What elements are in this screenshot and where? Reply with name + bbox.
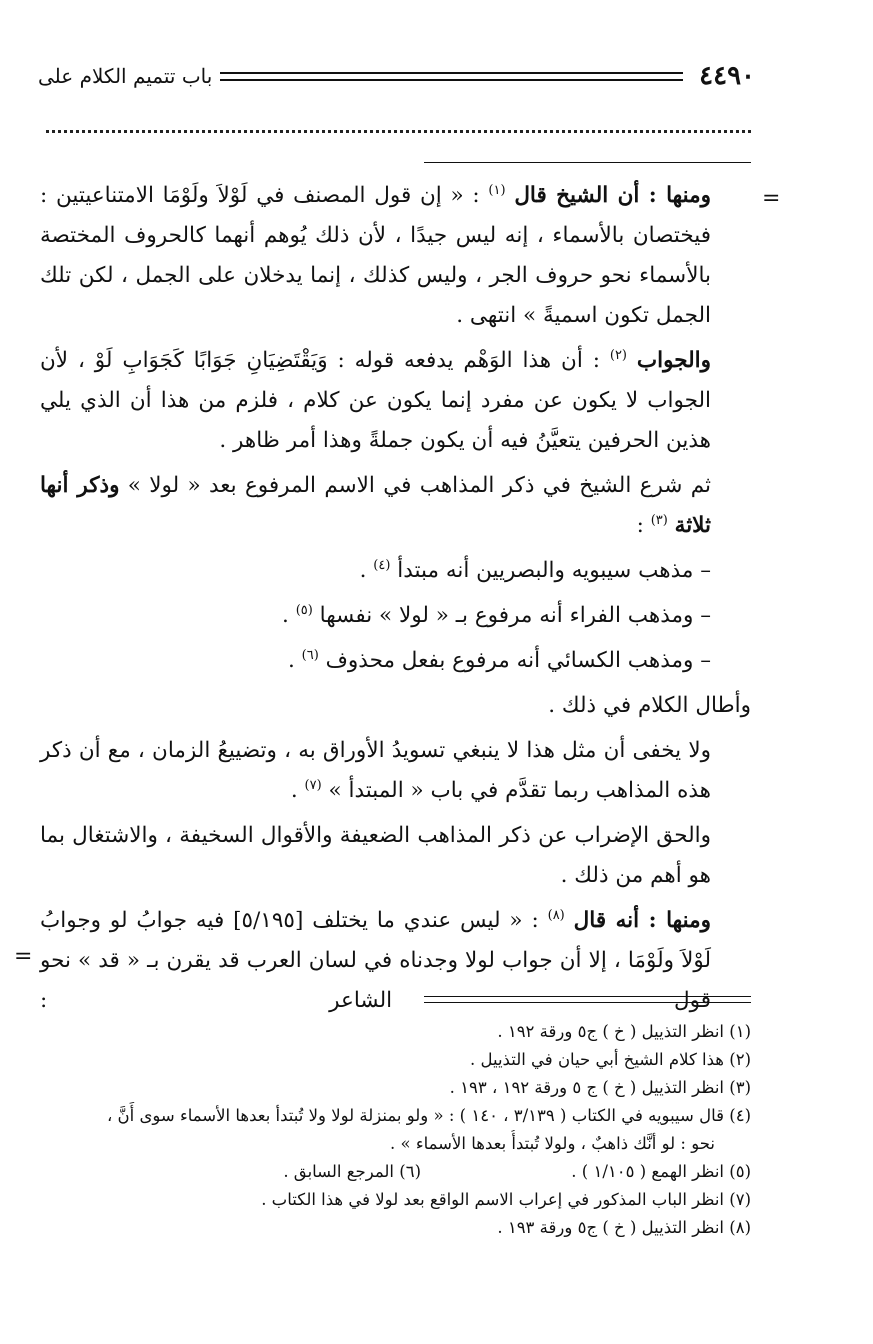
paragraph-6: والحق الإضراب عن ذكر المذاهب الضعيفة والأقوال السخيفة ، والاشتغال بما هو أهم من ذلك . — [40, 823, 711, 888]
footnote-ref-8: (٨) — [547, 907, 565, 923]
list-item — [40, 551, 751, 591]
list-item — [40, 596, 751, 636]
dotted-divider — [46, 130, 751, 133]
paragraph-3-bold: وذكر أنها ثلاثة — [40, 473, 711, 538]
footnote-8: (٨) انظر التذييل ( خ ) ج٥ ورقة ١٩٣ . — [497, 1218, 751, 1237]
list-item-tail: . — [359, 558, 367, 583]
paragraph-3 — [40, 466, 751, 546]
footnote-1: (١) انظر التذييل ( خ ) ج٥ ورقة ١٩٢ . — [497, 1022, 751, 1041]
paragraph-3-text: ثم شرع الشيخ في ذكر المذاهب في الاسم المرفوع بعد « لولا » — [119, 473, 711, 498]
footnote-ref-4: (٤) — [373, 557, 391, 573]
footnote-row-5-6 — [40, 1158, 751, 1186]
paragraph-7 — [40, 901, 751, 1021]
section-rule — [424, 162, 751, 163]
paragraph-5-text: ولا يخفى أن مثل هذا لا ينبغي تسويدُ الأوراق به ، وتضييعُ الزمان ، مع أن ذكر هذه المذاهب ربما تقدَّم في باب « المبتدأ » — [40, 738, 711, 803]
paragraph-7-text: : « ليس عندي ما يختلف [٥/١٩٥] فيه جوابُ لو وجوابُ لَوْلاَ ولَوْمَا ، إلا أن جواب لولا وجدناه في لسان العرب قد يقرن بـ « قد » نحو قول الشاعر : — [40, 908, 711, 1013]
header-title: باب تتميم الكلام على — [38, 64, 213, 88]
list-item-text: – ومذهب الفراء أنه مرفوع بـ « لولا » نفسها — [319, 603, 711, 628]
paragraph-5-tail: . — [290, 778, 298, 803]
paragraph-1 — [40, 176, 751, 336]
list-item — [40, 641, 751, 681]
footnote-rule — [424, 996, 751, 1003]
list-item-text: – ومذهب الكسائي أنه مرفوع بفعل محذوف — [325, 648, 711, 673]
paragraph-2 — [40, 341, 751, 461]
footnotes — [40, 1018, 751, 1242]
paragraph-3-tail: : — [636, 513, 644, 538]
footnote-4: (٤) قال سيبويه في الكتاب ( ٣/١٣٩ ، ١٤٠ ) : « ولو بمنزلة لولا ولا تُبتدأ بعدها الأسماء سوى أَنَّ ، — [106, 1106, 751, 1125]
footnote-6: (٦) المرجع السابق . — [283, 1162, 421, 1181]
footnote-7: (٧) انظر الباب المذكور في إعراب الاسم الواقع بعد لولا في هذا الكتاب . — [261, 1190, 751, 1209]
footnote-5: (٥) انظر الهمع ( ١/١٠٥ ) . — [571, 1162, 751, 1181]
page-number: ٤٤٩٠ — [699, 61, 755, 91]
list-item-tail: . — [282, 603, 289, 628]
footnote-ref-1: (١) — [488, 182, 506, 198]
paragraph-1-lead: ومنها : أن الشيخ قال — [514, 183, 711, 208]
footnote-2: (٢) هذا كلام الشيخ أبي حيان في التذييل . — [470, 1050, 751, 1069]
header-rule — [220, 72, 683, 81]
margin-continuation-mark-top: = — [762, 186, 781, 211]
paragraph-7-lead: ومنها : أنه قال — [573, 908, 711, 933]
list-item-text: – مذهب سيبويه والبصريين أنه مبتدأ — [397, 558, 711, 583]
footnote-3: (٣) انظر التذييل ( خ ) ج ٥ ورقة ١٩٢ ، ١٩٣ . — [449, 1078, 751, 1097]
footnote-4-continued: نحو : لو أنَّك ذاهبٌ ، ولولا تُبتدأُ بعدها الأسماء » . — [390, 1134, 715, 1153]
paragraph-4: وأطال الكلام في ذلك . — [548, 693, 751, 718]
paragraph-5 — [40, 731, 751, 811]
footnote-ref-2: (٢) — [609, 347, 627, 363]
footnote-ref-5: (٥) — [295, 602, 313, 618]
margin-continuation-mark-bottom: = — [14, 944, 33, 969]
footnote-ref-6: (٦) — [301, 647, 319, 663]
main-text — [40, 176, 751, 1026]
paragraph-2-text: : أن هذا الوَهْم يدفعه قوله : وَيَقْتَضِيَانِ جَوَابًا كَجَوَابِ لَوْ ، لأن الجواب لا يكون عن مفرد إنما يكون عن كلام ، فلزم من هذا أن الذي يلي هذين الحرفين يتعيَّنُ فيه أن يكون جملةً وهذا أمر ظاهر . — [40, 348, 711, 453]
footnote-ref-7: (٧) — [304, 777, 322, 793]
running-header — [38, 58, 755, 94]
paragraph-2-lead: والجواب — [636, 348, 712, 373]
paragraph-1-text: : « إن قول المصنف في لَوْلاَ ولَوْمَا الامتناعيتين : فيختصان بالأسماء ، إنه ليس جيدًا ، لأن ذلك يُوهم أنهما كالحروف المختصة بالأسماء نحو حروف الجر ، وليس كذلك ، إنما يدخلان على الجمل ، لكن تلك الجمل تكون اسميةً » انتهى . — [40, 183, 711, 328]
list-item-tail: . — [287, 648, 295, 673]
footnote-ref-3: (٣) — [650, 512, 668, 528]
